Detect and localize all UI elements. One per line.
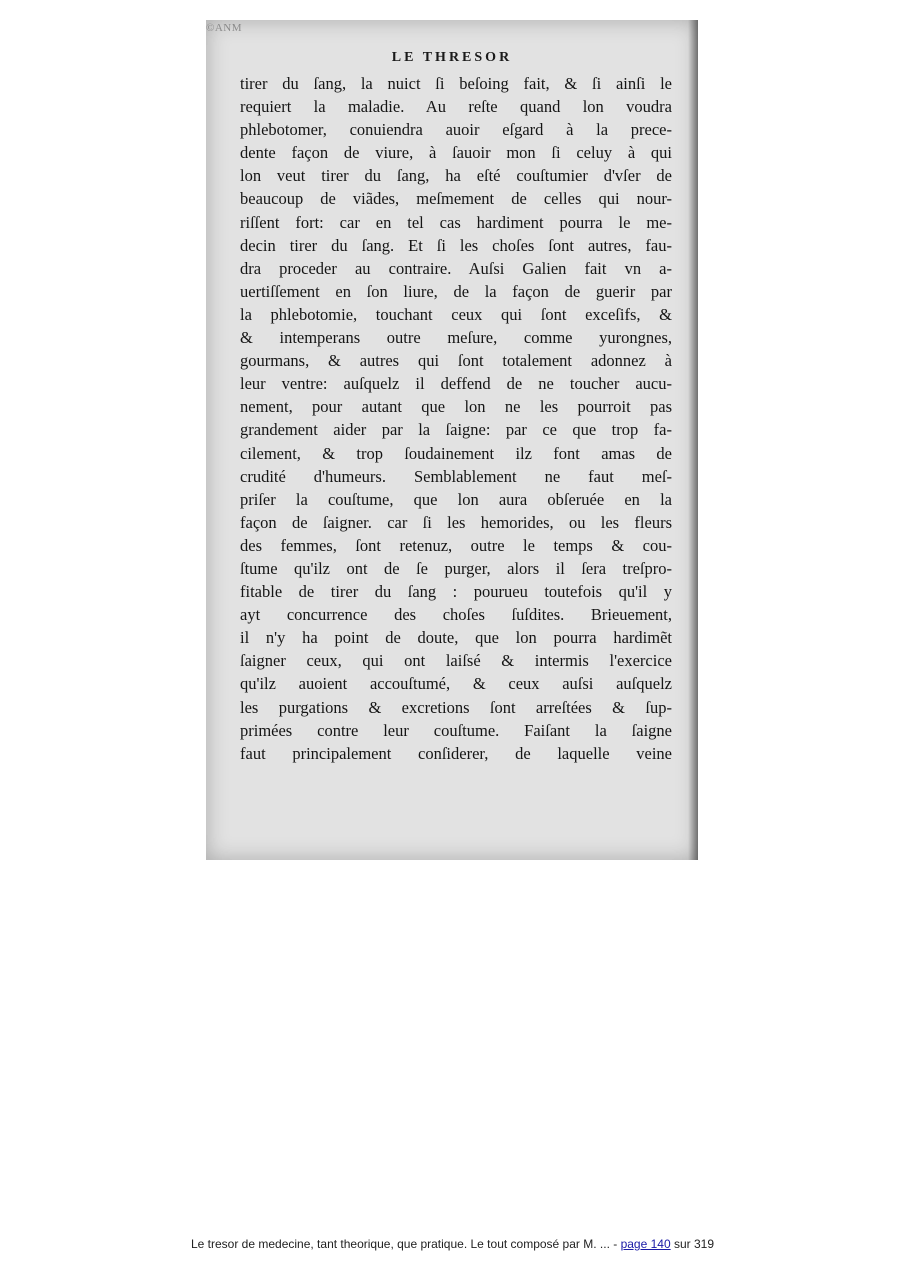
text-line: priſer la couſtume, que lon aura obſeruée en la xyxy=(240,489,672,509)
text-line: faut principalement conſiderer, de laquelle veine xyxy=(240,743,672,763)
text-line: les purgations & excretions ſont arreſtées & ſup- xyxy=(240,697,672,717)
text-line: la phlebotomie, touchant ceux qui ſont exceſifs, & xyxy=(240,304,672,324)
text-line: grandement aider par la ſaigne: par ce que trop fa- xyxy=(240,420,672,440)
text-line: dra proceder au contraire. Auſsi Galien fait vn a- xyxy=(240,258,672,278)
page-count: sur 319 xyxy=(670,1237,714,1251)
text-line: ſtume qu'ilz ont de ſe purger, alors il ſera treſpro- xyxy=(240,558,672,578)
footer xyxy=(0,1237,905,1251)
text-line: fitable de tirer du ſang : pourueu toutefois qu'il y xyxy=(240,582,672,602)
text-line: tirer du ſang, la nuict ſi beſoing fait, & ſi ainſi le xyxy=(240,74,672,93)
footer-separator: - xyxy=(609,1237,621,1251)
text-line: phlebotomer, conuiendra auoir eſgard à la prece- xyxy=(240,120,672,140)
text-line: riſſent fort: car en tel cas hardiment pourra le me- xyxy=(240,212,672,232)
text-line: façon de ſaigner. car ſi les hemorides, ou les fleurs xyxy=(240,512,672,532)
text-line: nement, pour autant que lon ne les pourroit pas xyxy=(240,397,672,417)
page-link[interactable]: page 140 xyxy=(620,1237,671,1251)
text-line: ſaigner ceux, qui ont laiſsé & intermis l'exercice xyxy=(240,651,672,671)
watermark: ©ANM xyxy=(206,22,243,34)
text-line: gourmans, & autres qui ſont totalement adonnez à xyxy=(240,351,672,371)
text-line: primées contre leur couſtume. Faiſant la ſaigne xyxy=(240,720,672,740)
text-line: uertiſſement en ſon liure, de la façon de guerir par xyxy=(240,281,672,301)
document-title: Le tresor de medecine, tant theorique, que pratique. Le tout composé par M. ... xyxy=(190,1237,610,1251)
text-line: cilement, & trop ſoudainement ilz font amas de xyxy=(240,443,672,463)
text-line: lon veut tirer du ſang, ha eſté couſtumier d'vſer de xyxy=(240,166,672,186)
text-line: ayt concurrence des choſes ſuſdites. Brieuement, xyxy=(240,605,672,625)
running-head: LE THRESOR xyxy=(391,50,513,65)
scanned-page xyxy=(206,20,698,860)
text-line: des femmes, ſont retenuz, outre le temps & cou- xyxy=(240,535,672,555)
text-line: dente façon de viure, à ſauoir mon ſi celuy à qui xyxy=(240,143,672,163)
text-line: & intemperans outre meſure, comme yurongnes, xyxy=(240,328,672,348)
page-text xyxy=(240,72,672,765)
text-line: qu'ilz auoient accouſtumé, & ceux auſsi auſquelz xyxy=(240,674,672,694)
text-line: beaucoup de viãdes, meſmement de celles qui nour- xyxy=(240,189,672,209)
text-line: requiert la maladie. Au reſte quand lon voudra xyxy=(240,97,672,117)
text-line: il n'y ha point de doute, que lon pourra hardimẽt xyxy=(240,628,672,648)
text-line: leur ventre: auſquelz il deffend de ne toucher aucu- xyxy=(240,374,672,394)
text-line: crudité d'humeurs. Semblablement ne faut meſ- xyxy=(240,466,672,486)
text-line: decin tirer du ſang. Et ſi les choſes ſont autres, fau- xyxy=(240,235,672,255)
